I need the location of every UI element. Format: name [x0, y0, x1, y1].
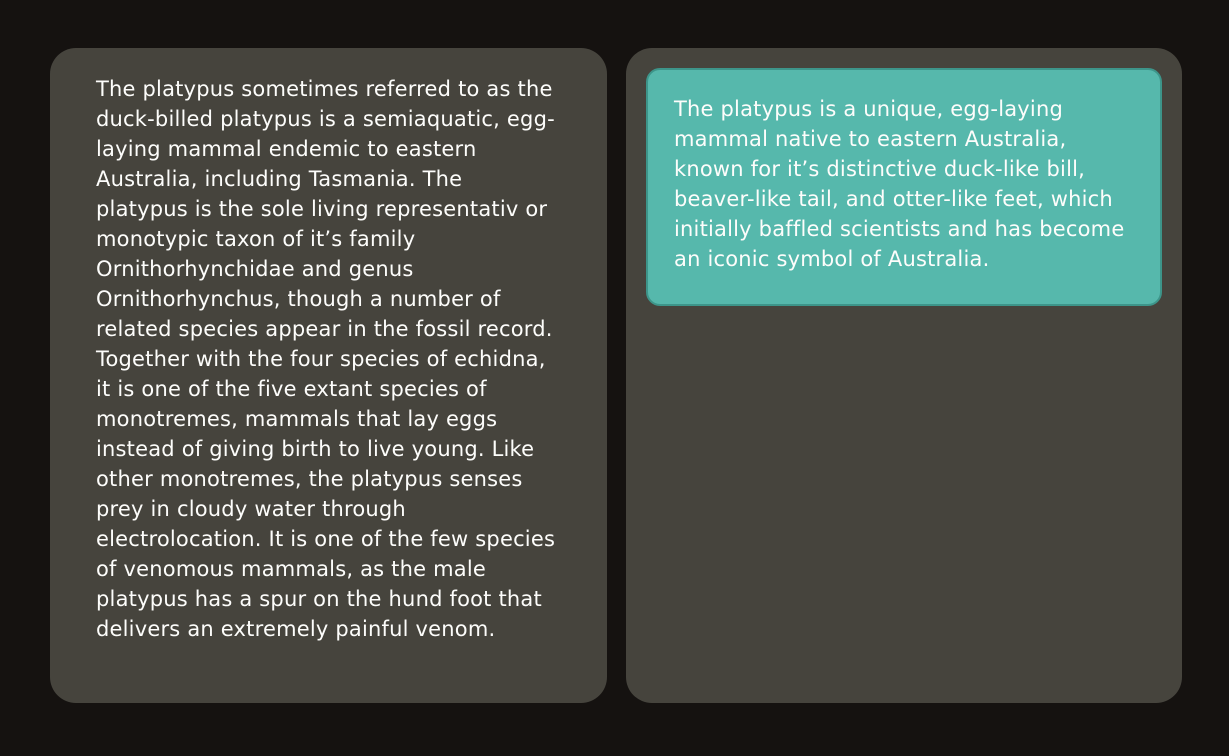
- summary-highlight-box: [646, 68, 1162, 306]
- summary-card: [626, 48, 1182, 703]
- source-text-card: [50, 48, 607, 703]
- source-text: The platypus sometimes referred to as the duck-billed platypus is a semiaquatic, egg-laying mammal endemic to eastern Australia, including Tasmania. The platypus is the sole living representativ or monotypic taxon of it’s family Ornithorhynchidae and genus Ornithorhynchus, though a number of related species appear in the fossil record. Together with the four species of echidna, it is one of the five extant species of monotremes, mammals that lay eggs instead of giving birth to live young. Like other monotremes, the platypus senses prey in cloudy water through electrolocation. It is one of the few species of venomous mammals, as the male platypus has a spur on the hund foot that delivers an extremely painful venom.: [96, 77, 556, 641]
- summary-text: The platypus is a unique, egg-laying mammal native to eastern Australia, known for it’s distinctive duck-like bill, beaver-like tail, and otter-like feet, which initially baffled scientists and has become an iconic symbol of Australia.: [674, 97, 1125, 271]
